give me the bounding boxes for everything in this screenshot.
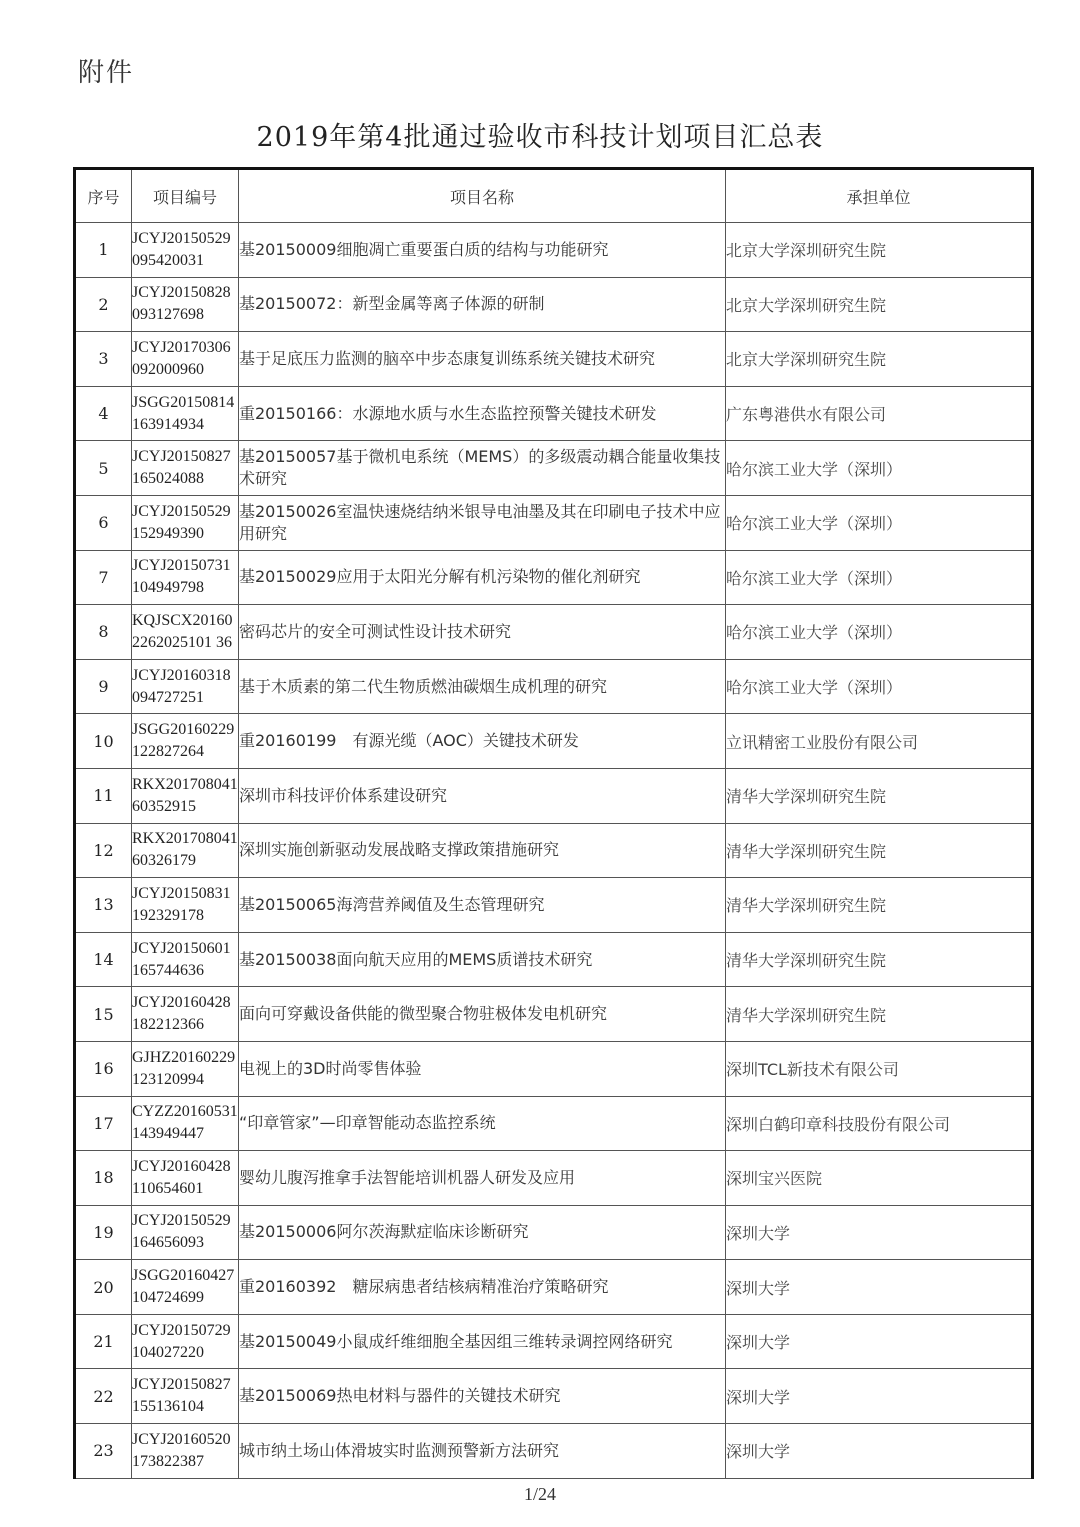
row-organization: 北京大学深圳研究生院: [726, 332, 1033, 387]
project-code-text: KQJSCX201602262025101 36: [132, 611, 233, 651]
header-unit: 承担单位: [726, 169, 1033, 223]
project-code-text: JCYJ20150831192329178: [132, 884, 231, 924]
row-project-name: 基20150049小鼠成纤维细胞全基因组三维转录调控网络研究: [239, 1314, 726, 1369]
row-seq: 9: [75, 659, 132, 714]
table-row: [75, 1151, 1033, 1206]
project-code-text: JCYJ20150827155136104: [132, 1376, 231, 1416]
row-project-code: [132, 1041, 239, 1096]
row-organization: 哈尔滨工业大学（深圳）: [726, 441, 1033, 496]
project-code-text: JCYJ20150731104949798: [132, 557, 231, 597]
row-project-code: [132, 768, 239, 823]
row-organization: 深圳大学: [726, 1260, 1033, 1315]
row-project-name: 基20150072：新型金属等离子体源的研制: [239, 277, 726, 332]
project-code-text: RKX20170804160352915: [132, 775, 238, 815]
project-code-text: JCYJ20150827165024088: [132, 448, 231, 488]
row-organization: 清华大学深圳研究生院: [726, 878, 1033, 933]
row-organization: 立讯精密工业股份有限公司: [726, 714, 1033, 769]
row-project-name: 基20150069热电材料与器件的关键技术研究: [239, 1369, 726, 1424]
row-seq: 2: [75, 277, 132, 332]
project-code-text: RKX20170804160326179: [132, 830, 238, 870]
row-seq: 8: [75, 605, 132, 660]
table-row: [75, 1041, 1033, 1096]
project-code-text: JCYJ20150601165744636: [132, 939, 231, 979]
row-seq: 5: [75, 441, 132, 496]
row-organization: 深圳宝兴医院: [726, 1151, 1033, 1206]
row-project-name: 基20150006阿尔茨海默症临床诊断研究: [239, 1205, 726, 1260]
project-code-text: JCYJ20150729104027220: [132, 1321, 231, 1361]
row-organization: 清华大学深圳研究生院: [726, 932, 1033, 987]
row-organization: 深圳大学: [726, 1205, 1033, 1260]
table-row: [75, 878, 1033, 933]
attachment-label: 附件: [78, 58, 135, 88]
project-code-text: JSGG20150814163914934: [132, 393, 235, 433]
project-code-text: JCYJ20160428182212366: [132, 994, 231, 1034]
row-project-name: 基于足底压力监测的脑卒中步态康复训练系统关键技术研究: [239, 332, 726, 387]
table-row: [75, 1205, 1033, 1260]
row-project-code: [132, 386, 239, 441]
row-project-code: [132, 550, 239, 605]
row-project-name: 深圳实施创新驱动发展战略支撑政策措施研究: [239, 823, 726, 878]
row-project-name: 城市纳土场山体滑坡实时监测预警新方法研究: [239, 1424, 726, 1479]
table-body: [75, 223, 1033, 1479]
row-seq: 11: [75, 768, 132, 823]
project-code-text: JCYJ20150529095420031: [132, 229, 231, 269]
row-seq: 18: [75, 1151, 132, 1206]
row-project-name: 基20150026室温快速烧结纳米银导电油墨及其在印刷电子技术中应用研究: [239, 495, 726, 550]
table-row: [75, 932, 1033, 987]
project-code-text: GJHZ20160229123120994: [132, 1048, 236, 1088]
row-project-name: 基20150009细胞凋亡重要蛋白质的结构与功能研究: [239, 223, 726, 278]
row-project-name: 重20160392 糖尿病患者结核病精准治疗策略研究: [239, 1260, 726, 1315]
row-project-name: 基20150057基于微机电系统（MEMS）的多级震动耦合能量收集技术研究: [239, 441, 726, 496]
table-row: [75, 1424, 1033, 1479]
row-project-code: [132, 1151, 239, 1206]
row-organization: 清华大学深圳研究生院: [726, 987, 1033, 1042]
row-project-code: [132, 987, 239, 1042]
table-row: [75, 1314, 1033, 1369]
row-seq: 1: [75, 223, 132, 278]
table-row: [75, 714, 1033, 769]
table-row: [75, 495, 1033, 550]
row-project-code: [132, 659, 239, 714]
row-project-name: 密码芯片的安全可测试性设计技术研究: [239, 605, 726, 660]
project-code-text: JSGG20160229122827264: [132, 721, 235, 761]
row-organization: 哈尔滨工业大学（深圳）: [726, 605, 1033, 660]
row-project-code: [132, 1260, 239, 1315]
row-project-code: [132, 441, 239, 496]
row-project-name: 基20150029应用于太阳光分解有机污染物的催化剂研究: [239, 550, 726, 605]
project-code-text: JCYJ20160318094727251: [132, 666, 231, 706]
row-seq: 17: [75, 1096, 132, 1151]
table-row: [75, 223, 1033, 278]
row-seq: 10: [75, 714, 132, 769]
row-project-code: [132, 714, 239, 769]
row-project-code: [132, 1424, 239, 1479]
table-row: [75, 386, 1033, 441]
row-organization: 清华大学深圳研究生院: [726, 768, 1033, 823]
row-organization: 广东粤港供水有限公司: [726, 386, 1033, 441]
row-project-name: 基于木质素的第二代生物质燃油碳烟生成机理的研究: [239, 659, 726, 714]
row-project-name: 婴幼儿腹泻推拿手法智能培训机器人研发及应用: [239, 1151, 726, 1206]
row-organization: 哈尔滨工业大学（深圳）: [726, 495, 1033, 550]
table-row: [75, 768, 1033, 823]
table-row: [75, 1260, 1033, 1315]
row-project-name: “印章管家”—印章智能动态监控系统: [239, 1096, 726, 1151]
row-project-code: [132, 932, 239, 987]
row-seq: 21: [75, 1314, 132, 1369]
row-seq: 3: [75, 332, 132, 387]
row-seq: 23: [75, 1424, 132, 1479]
page-indicator: 1/24: [523, 1484, 556, 1504]
row-project-name: 重20150166：水源地水质与水生态监控预警关键技术研发: [239, 386, 726, 441]
row-project-code: [132, 1205, 239, 1260]
row-seq: 12: [75, 823, 132, 878]
row-project-name: 重20160199 有源光缆（AOC）关键技术研发: [239, 714, 726, 769]
project-code-text: JCYJ20150828093127698: [132, 284, 231, 324]
row-project-code: [132, 277, 239, 332]
table-row: [75, 823, 1033, 878]
project-summary-table: [73, 167, 1034, 1479]
table-row: [75, 987, 1033, 1042]
project-code-text: JCYJ20160428110654601: [132, 1157, 231, 1197]
row-seq: 7: [75, 550, 132, 605]
row-organization: 北京大学深圳研究生院: [726, 223, 1033, 278]
row-organization: 深圳大学: [726, 1369, 1033, 1424]
row-project-code: [132, 223, 239, 278]
project-code-text: JCYJ20150529152949390: [132, 502, 231, 542]
row-organization: 哈尔滨工业大学（深圳）: [726, 659, 1033, 714]
row-organization: 深圳大学: [726, 1424, 1033, 1479]
row-project-code: [132, 332, 239, 387]
row-seq: 4: [75, 386, 132, 441]
row-seq: 15: [75, 987, 132, 1042]
row-project-name: 深圳市科技评价体系建设研究: [239, 768, 726, 823]
row-organization: 深圳TCL新技术有限公司: [726, 1041, 1033, 1096]
project-code-text: JCYJ20170306092000960: [132, 338, 231, 378]
header-code: 项目编号: [132, 169, 239, 223]
table-row: [75, 1369, 1033, 1424]
table-header-row: [75, 169, 1033, 223]
row-seq: 16: [75, 1041, 132, 1096]
row-project-code: [132, 495, 239, 550]
row-project-code: [132, 823, 239, 878]
project-code-text: JSGG20160427104724699: [132, 1267, 235, 1307]
row-organization: 清华大学深圳研究生院: [726, 823, 1033, 878]
table-row: [75, 550, 1033, 605]
row-organization: 深圳大学: [726, 1314, 1033, 1369]
row-organization: 北京大学深圳研究生院: [726, 277, 1033, 332]
row-project-name: 基20150038面向航天应用的MEMS质谱技术研究: [239, 932, 726, 987]
row-project-name: 电视上的3D时尚零售体验: [239, 1041, 726, 1096]
row-project-code: [132, 878, 239, 933]
row-project-name: 基20150065海湾营养阈值及生态管理研究: [239, 878, 726, 933]
row-seq: 13: [75, 878, 132, 933]
row-project-code: [132, 1369, 239, 1424]
table-row: [75, 659, 1033, 714]
table-row: [75, 332, 1033, 387]
table-row: [75, 605, 1033, 660]
table-row: [75, 441, 1033, 496]
header-seq: 序号: [75, 169, 132, 223]
row-project-name: 面向可穿戴设备供能的微型聚合物驻极体发电机研究: [239, 987, 726, 1042]
row-seq: 19: [75, 1205, 132, 1260]
row-project-code: [132, 1096, 239, 1151]
table-row: [75, 277, 1033, 332]
row-seq: 14: [75, 932, 132, 987]
document-title: 2019年第4批通过验收市科技计划项目汇总表: [256, 122, 824, 153]
table-row: [75, 1096, 1033, 1151]
row-organization: 哈尔滨工业大学（深圳）: [726, 550, 1033, 605]
row-seq: 6: [75, 495, 132, 550]
row-project-code: [132, 1314, 239, 1369]
project-code-text: CYZZ20160531143949447: [132, 1103, 238, 1143]
project-code-text: JCYJ20160520173822387: [132, 1430, 231, 1470]
row-seq: 22: [75, 1369, 132, 1424]
header-name: 项目名称: [239, 169, 726, 223]
row-seq: 20: [75, 1260, 132, 1315]
row-project-code: [132, 605, 239, 660]
row-organization: 深圳白鹤印章科技股份有限公司: [726, 1096, 1033, 1151]
project-code-text: JCYJ20150529164656093: [132, 1212, 231, 1252]
